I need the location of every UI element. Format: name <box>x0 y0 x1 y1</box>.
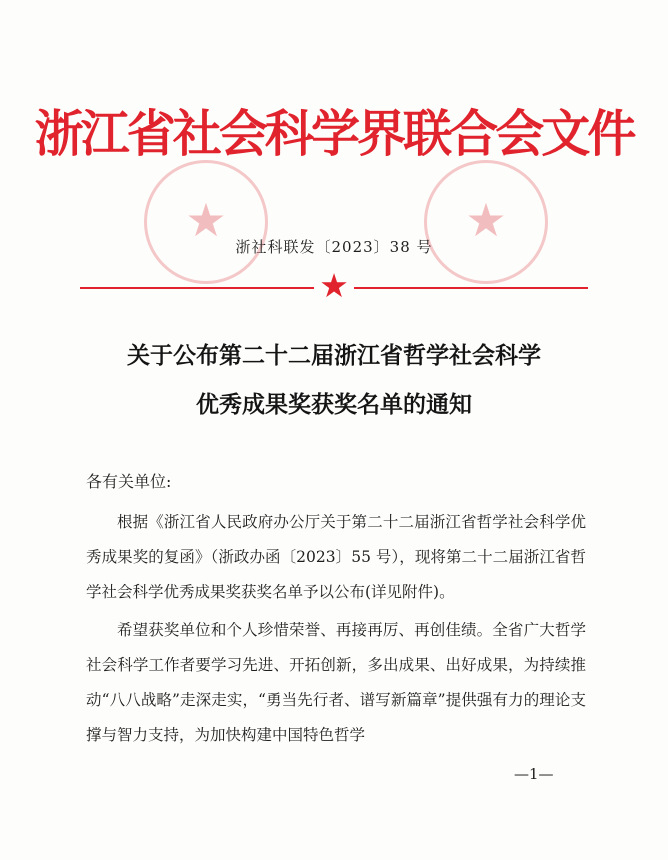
body-text <box>86 505 586 753</box>
document-header-title: 浙江省社会科学界联合会文件 <box>34 104 634 163</box>
seal-star-icon: ★ <box>185 193 227 247</box>
document-number: 浙社科联发〔2023〕38 号 <box>235 238 433 256</box>
salutation: 各有关单位: <box>86 472 172 491</box>
notice-title-line-1: 关于公布第二十二届浙江省哲学社会科学 <box>127 342 541 369</box>
divider-star-icon: ★ <box>314 268 354 304</box>
body-paragraph-1: 根据《浙江省人民政府办公厅关于第二十二届浙江省哲学社会科学优秀成果奖的复函》（浙政办函〔2023〕55 号），现将第二十二届浙江省哲学社会科学优秀成果奖获奖名单予以公布(详见附件)。 <box>86 513 586 601</box>
official-seal-left <box>144 160 268 284</box>
page-number: —1— <box>514 765 554 783</box>
official-seal-right <box>424 160 548 284</box>
notice-title-line-2: 优秀成果奖获奖名单的通知 <box>196 391 472 418</box>
seal-star-icon: ★ <box>465 193 507 247</box>
body-paragraph-2: 希望获奖单位和个人珍惜荣誉、再接再厉、再创佳绩。全省广大哲学社会科学工作者要学习先进、开拓创新，多出成果、出好成果，为持续推动“八八战略”走深走实，“勇当先行者、谱写新篇章”提供强有力的理论支撑与智力支持，为加快构建中国特色哲学 <box>86 621 586 744</box>
